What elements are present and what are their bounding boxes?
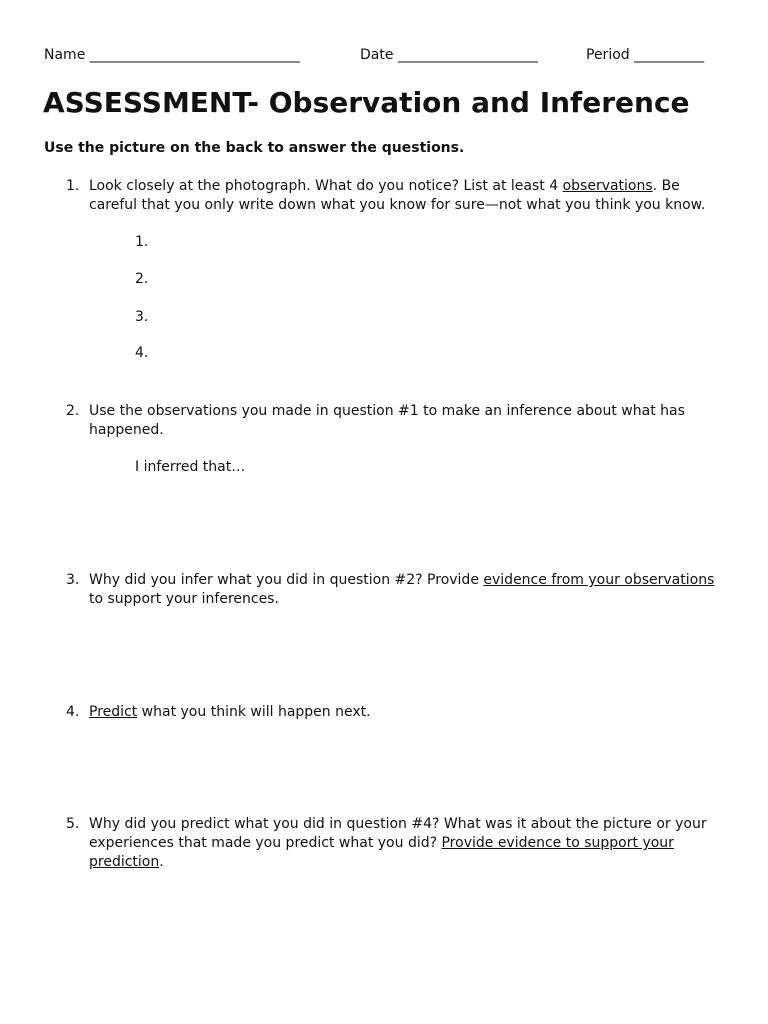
observation-item-2: 2. (135, 271, 149, 287)
underlined-term: evidence from your observations (483, 572, 715, 588)
inference-prompt: I inferred that… (135, 459, 246, 475)
period-field-label: Period __________ (586, 47, 705, 63)
underlined-term: Provide evidence to support your prediction (89, 835, 674, 870)
observation-item-3: 3. (135, 309, 149, 325)
question-number: 1. (66, 178, 80, 194)
question-text: Look closely at the photograph. What do you notice? List at least 4 observations. Be careful that you only write down what you know for sure—not what you think you know. (89, 178, 706, 213)
observation-item-4: 4. (135, 345, 149, 361)
question-text: Why did you infer what you did in question #2? Provide evidence from your observations to support your inferences. (89, 572, 715, 607)
question-number: 2. (66, 403, 80, 419)
instructions-text: Use the picture on the back to answer the questions. (44, 140, 465, 156)
date-field-label: Date ____________________ (360, 47, 538, 63)
question-text: Why did you predict what you did in question #4? What was it about the picture or your experiences that made you predict what you did? Provide evidence to support your prediction. (89, 816, 707, 870)
underlined-term: observations (562, 178, 653, 194)
observation-item-1: 1. (135, 234, 149, 250)
question-number: 4. (66, 704, 80, 720)
question-number: 5. (66, 816, 80, 832)
name-field-label: Name ______________________________ (44, 47, 300, 63)
underlined-term: Predict (89, 704, 138, 720)
question-text: Predict what you think will happen next. (89, 704, 371, 720)
question-number: 3. (66, 572, 80, 588)
page-title: ASSESSMENT- Observation and Inference (43, 86, 690, 119)
question-text: Use the observations you made in question #1 to make an inference about what has happened. (89, 403, 685, 438)
